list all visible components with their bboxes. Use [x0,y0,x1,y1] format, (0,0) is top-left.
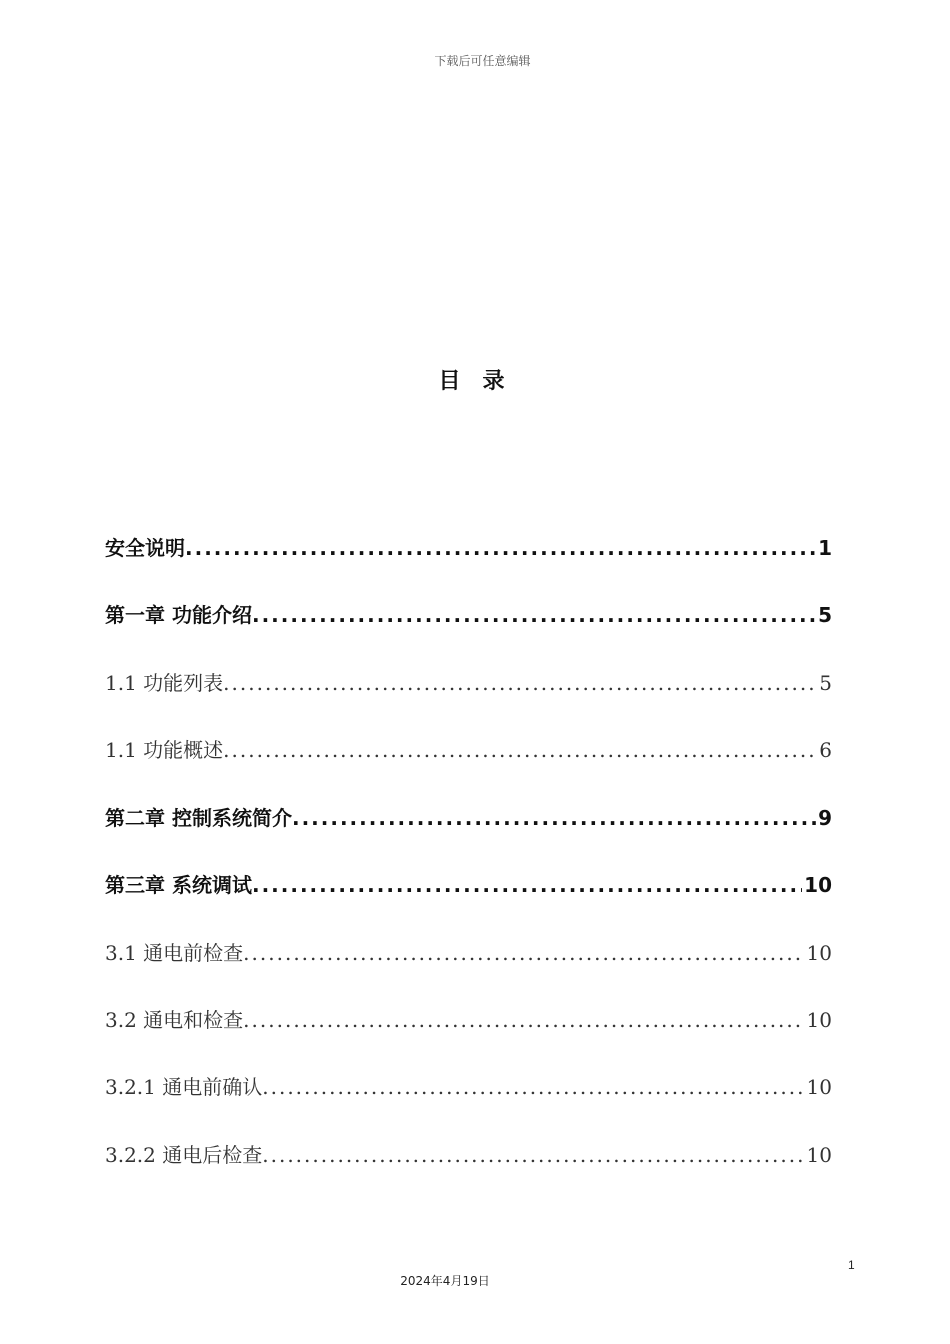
toc-leader-dots [252,867,802,903]
toc-entry[interactable] [105,800,832,836]
toc-entry-page: 10 [806,1075,832,1099]
toc-leader-dots [262,1069,804,1105]
header-note: 下载后可任意编辑 [434,54,531,68]
toc-leader-dots [243,935,804,971]
toc-entry-label: 第一章 功能介绍 [105,603,252,627]
toc-entry-label: 3.2.1 通电前确认 [105,1075,263,1099]
toc-entry-label: 3.1 通电前检查 [105,941,244,965]
toc-title: 目录 [438,369,527,394]
toc-leader-dots [223,665,817,701]
toc-entry[interactable] [105,530,832,566]
toc-entry-label: 安全说明 [105,536,185,560]
toc-entry[interactable] [105,1069,832,1105]
toc-leader-dots [292,800,816,836]
toc-entry-label: 1.1 功能列表 [105,671,224,695]
toc-entry[interactable] [105,597,832,633]
toc-leader-dots [262,1137,804,1173]
toc-entry[interactable] [105,1137,832,1173]
toc-entry-label: 1.1 功能概述 [105,738,224,762]
toc-entry[interactable] [105,867,832,903]
toc-entry-label: 第二章 控制系统简介 [105,806,292,830]
toc-entry[interactable] [105,732,832,768]
toc-entry-page: 9 [818,806,832,830]
page-number: 1 [848,1258,855,1272]
toc-entry-page: 1 [818,536,832,560]
toc-entry[interactable] [105,935,832,971]
toc-entry-page: 10 [806,941,832,965]
toc-entry-label: 第三章 系统调试 [105,873,252,897]
toc-leader-dots [185,530,816,566]
toc-leader-dots [223,732,817,768]
toc-entry-page: 10 [804,873,832,897]
toc-entry[interactable] [105,665,832,701]
toc-leader-dots [252,597,816,633]
toc-entry-page: 5 [818,603,832,627]
toc-entry-label: 3.2 通电和检查 [105,1008,244,1032]
toc-entry-label: 3.2.2 通电后检查 [105,1143,263,1167]
toc-entry-page: 10 [806,1008,832,1032]
toc-entry[interactable] [105,1002,832,1038]
toc-leader-dots [243,1002,804,1038]
toc-entry-page: 5 [819,671,832,695]
footer-date: 2024年4月19日 [400,1274,490,1288]
toc-entry-page: 10 [806,1143,832,1167]
toc-entry-page: 6 [819,738,832,762]
